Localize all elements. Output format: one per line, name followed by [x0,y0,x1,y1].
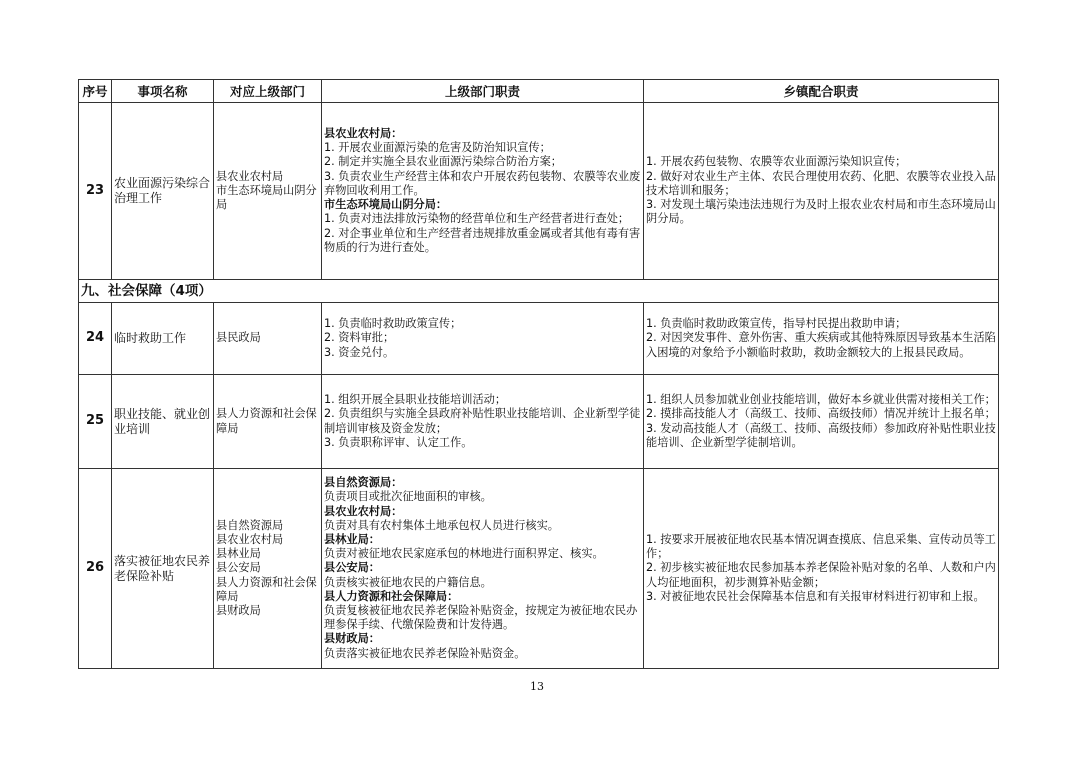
duty-line: 3. 负责职称评审、认定工作。 [324,435,473,449]
duty-line: 3. 对被征地农民社会保障基本信息和有关报审材料进行初审和上报。 [646,589,985,603]
duty-line: 3. 发动高技能人才（高级工、技师、高级技师）参加政府补贴性职业技能培训、企业新型学徒制培训。 [646,421,996,449]
table-row [79,303,999,375]
dept-name: 县人力资源和社会保障局 [216,407,317,435]
duty-line: 2. 制定并实施全县农业面源污染综合防治方案； [324,155,562,169]
item-name: 农业面源污染综合治理工作 [112,103,214,280]
duty-line: 1. 开展农药包装物、农膜等农业面源污染知识宣传； [646,155,907,169]
row-number: 23 [79,103,112,280]
duty-line: 2. 资料审批； [324,331,395,345]
row-number: 26 [79,469,112,669]
duty-block [324,533,641,561]
duty-line: 1. 组织人员参加就业创业技能培训，做好本乡就业供需对接相关工作； [646,393,996,407]
duty-block [324,198,641,255]
dept-heading: 县人力资源和社会保障局： [324,589,459,603]
upper-duties-cell [322,103,644,280]
header-town-duties: 乡镇配合职责 [644,80,999,103]
duty-line: 负责核实被征地农民的户籍信息。 [324,575,492,589]
duty-line: 负责落实被征地农民养老保险补贴资金。 [324,646,526,660]
dept-cell [214,375,322,469]
item-name: 落实被征地农民养老保险补贴 [112,469,214,669]
dept-name: 县自然资源局 [216,518,284,532]
upper-duties-cell [322,375,644,469]
town-duties-cell [644,375,999,469]
table-row [79,103,999,280]
duty-line: 负责对具有农村集体土地承包权人员进行核实。 [324,518,559,532]
dept-cell [214,469,322,669]
town-duties-cell [644,469,999,669]
town-duties-cell [644,303,999,375]
duty-line: 2. 初步核实被征地农民参加基本养老保险补贴对象的名单、人数和户内人均征地面积，初步测算补贴金额； [646,561,996,589]
duty-block [324,505,641,533]
dept-heading: 县林业局： [324,532,380,546]
duty-line: 1. 开展农业面源污染的危害及防治知识宣传； [324,141,551,155]
row-number: 24 [79,303,112,375]
section-heading: 九、社会保障（4项） [79,280,999,303]
header-upper-duties: 上级部门职责 [322,80,644,103]
duty-line: 2. 做好对农业生产主体、农民合理使用农药、化肥、农膜等农业投入品技术培训和服务； [646,169,996,197]
duty-block [324,127,641,198]
duty-block [324,317,641,360]
table-row [79,469,999,669]
dept-cell [214,103,322,280]
duty-block [324,561,641,589]
upper-duties-cell [322,303,644,375]
table-row [79,375,999,469]
dept-name: 市生态环境局山阴分局 [216,183,317,212]
duty-line: 负责对被征地农民家庭承包的林地进行面积界定、核实。 [324,547,604,561]
dept-heading: 县公安局： [324,561,380,575]
duty-line: 1. 负责对违法排放污染物的经营单位和生产经营者进行查处； [324,212,630,226]
row-number: 25 [79,375,112,469]
dept-heading: 市生态环境局山阴分局： [324,198,448,212]
duties-table [78,79,999,669]
page-number: 13 [530,680,544,693]
duty-line: 2. 对企事业单位和生产经营者违规排放重金属或者其他有毒有害物质的行为进行查处。 [324,226,641,254]
duty-line: 3. 资金兑付。 [324,345,395,359]
duty-line: 负责项目或批次征地面积的审核。 [324,490,492,504]
dept-heading: 县农业农村局： [324,504,403,518]
duty-line: 3. 对发现土壤污染违法违规行为及时上报农业农村局和市生态环境局山阴分局。 [646,198,996,226]
table-header-row [79,80,999,103]
duty-block [324,590,641,633]
dept-name: 县民政局 [216,331,261,345]
duty-line: 1. 负责临时救助政策宣传，指导村民提出救助申请； [646,317,907,331]
dept-name: 县林业局 [216,547,261,561]
duty-block [324,632,641,660]
dept-name: 县人力资源和社会保障局 [216,575,317,603]
item-name: 临时救助工作 [112,303,214,375]
header-no: 序号 [79,80,112,103]
duty-line: 负责复核被征地农民养老保险补贴资金，按规定为被征地农民办理参保手续、代缴保险费和计发待遇。 [324,604,638,632]
duty-line: 2. 对因突发事件、意外伤害、重大疾病或其他特殊原因导致基本生活陷入困境的对象给予小额临时救助，救助金额较大的上报县民政局。 [646,331,996,359]
duty-line: 1. 负责临时救助政策宣传； [324,317,462,331]
header-upper-dept: 对应上级部门 [214,80,322,103]
header-item-name: 事项名称 [112,80,214,103]
dept-heading: 县财政局： [324,632,380,646]
dept-name: 县农业农村局 [216,532,284,546]
duty-line: 1. 组织开展全县职业技能培训活动； [324,393,507,407]
town-duties-cell [644,103,999,280]
duty-line: 3. 负责农业生产经营主体和农户开展农药包装物、农膜等农业废弃物回收利用工作。 [324,169,641,197]
duty-line: 2. 摸排高技能人才（高级工、技师、高级技师）情况并统计上报名单； [646,407,996,421]
item-name: 职业技能、就业创业培训 [112,375,214,469]
dept-name: 县公安局 [216,561,261,575]
duty-block [324,393,641,450]
dept-cell [214,303,322,375]
dept-name: 县财政局 [216,604,261,617]
section-row [79,280,999,303]
duty-block [324,476,641,504]
duty-line: 2. 负责组织与实施全县政府补贴性职业技能培训、企业新型学徒制培训审核及资金发放； [324,407,641,435]
dept-heading: 县农业农村局： [324,127,403,141]
dept-heading: 县自然资源局： [324,476,403,490]
duty-line: 1. 按要求开展被征地农民基本情况调查摸底、信息采集、宣传动员等工作； [646,532,996,561]
upper-duties-cell [322,469,644,669]
dept-name: 县农业农村局 [216,169,284,183]
